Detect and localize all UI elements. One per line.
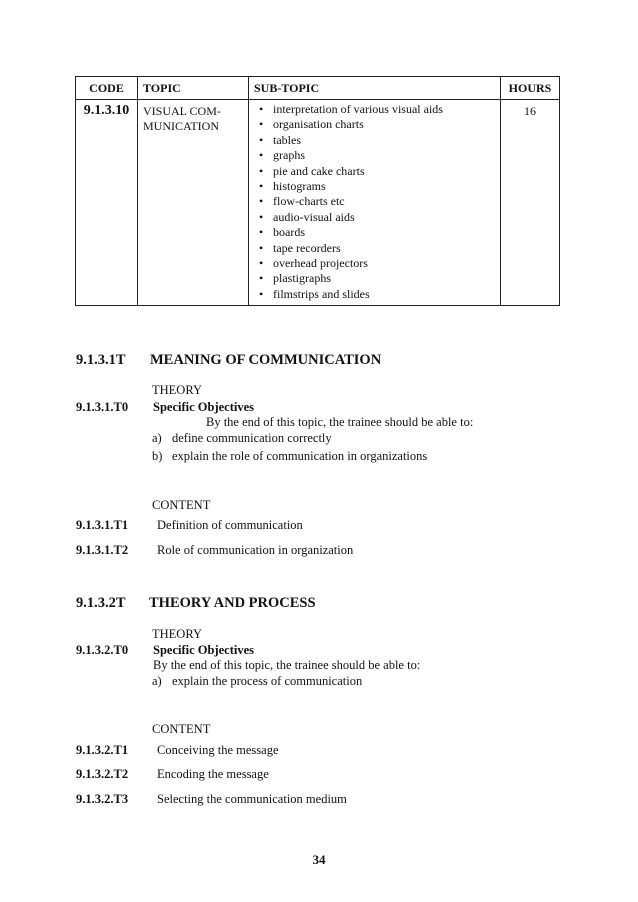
list-item: • organisation charts — [259, 117, 364, 132]
objective-letter: b) — [152, 449, 163, 463]
content-code: 9.1.3.1.T2 — [76, 543, 129, 557]
list-item: • filmstrips and slides — [259, 286, 370, 301]
bullet-icon: • — [259, 102, 264, 116]
bullet-icon: • — [259, 163, 264, 178]
content-code: 9.1.3.2.T1 — [76, 743, 129, 757]
content-code: 9.1.3.2.T2 — [76, 767, 129, 781]
content-text: Conceiving the message — [157, 743, 279, 757]
objective-item — [152, 431, 332, 446]
bullet-icon: • — [259, 179, 264, 194]
table-header-row — [76, 77, 560, 100]
content-label: CONTENT — [152, 498, 211, 512]
bullet-icon: • — [259, 117, 264, 132]
bullet-icon: • — [259, 194, 264, 209]
content-code: 9.1.3.1.T1 — [76, 518, 129, 532]
list-item: • boards — [259, 225, 305, 240]
syllabus-table — [75, 76, 560, 306]
objectives-code: 9.1.3.2.T0 — [76, 643, 129, 657]
row-hours: 16 — [501, 100, 560, 306]
header-topic: TOPIC — [138, 77, 249, 100]
theory-label: THEORY — [152, 627, 202, 641]
content-text: Encoding the message — [157, 767, 269, 781]
topic-line: VISUAL COM- — [143, 104, 221, 118]
bullet-icon: • — [259, 209, 264, 224]
theory-label: THEORY — [152, 383, 202, 397]
bullet-icon: • — [259, 240, 264, 255]
header-sub-topic: SUB-TOPIC — [249, 77, 501, 100]
header-hours: HOURS — [501, 77, 560, 100]
list-item: • flow-charts etc — [259, 194, 345, 209]
list-item: • plastigraphs — [259, 271, 331, 286]
objectives-code: 9.1.3.1.T0 — [76, 400, 129, 414]
bullet-icon: • — [259, 225, 264, 240]
bullet-icon: • — [259, 286, 264, 301]
objectives-intro: By the end of this topic, the trainee should be able to: — [206, 415, 474, 429]
bullet-icon: • — [259, 132, 264, 147]
list-item: • graphs — [259, 148, 305, 163]
list-item: • audio-visual aids — [259, 209, 355, 224]
bullet-icon: • — [259, 271, 264, 286]
section-title: THEORY AND PROCESS — [149, 595, 316, 611]
objective-text: define communication correctly — [172, 431, 332, 445]
row-topic — [138, 100, 249, 306]
section-title: MEANING OF COMMUNICATION — [150, 352, 382, 368]
row-code: 9.1.3.10 — [76, 100, 138, 306]
content-text: Selecting the communication medium — [157, 792, 347, 806]
header-code: CODE — [76, 77, 138, 100]
content-text: Role of communication in organization — [157, 543, 354, 557]
objective-letter: a) — [152, 431, 162, 445]
objective-text: explain the process of communication — [172, 674, 363, 688]
content-label: CONTENT — [152, 722, 211, 736]
objective-letter: a) — [152, 674, 162, 688]
row-subtopics — [249, 100, 501, 306]
bullet-icon: • — [259, 148, 264, 163]
list-item: • pie and cake charts — [259, 163, 365, 178]
table-row — [76, 100, 560, 306]
list-item: • tape recorders — [259, 240, 341, 255]
content-code: 9.1.3.2.T3 — [76, 792, 129, 806]
list-item: • histograms — [259, 179, 326, 194]
list-item: • interpretation of various visual aids — [259, 102, 443, 116]
section-code: 9.1.3.2T — [76, 595, 126, 611]
objectives-intro: By the end of this topic, the trainee should be able to: — [153, 658, 421, 672]
objectives-title: Specific Objectives — [153, 643, 255, 657]
topic-line: MUNICATION — [143, 119, 219, 133]
objective-item — [152, 449, 427, 464]
bullet-icon: • — [259, 256, 264, 271]
objectives-title: Specific Objectives — [153, 400, 255, 414]
section-code: 9.1.3.1T — [76, 352, 126, 368]
objective-item — [152, 674, 362, 689]
list-item: • overhead projectors — [259, 256, 368, 271]
list-item: • tables — [259, 132, 301, 147]
page-number: 34 — [312, 852, 326, 867]
content-text: Definition of communication — [157, 518, 303, 532]
objective-text: explain the role of communication in organizations — [172, 449, 428, 463]
